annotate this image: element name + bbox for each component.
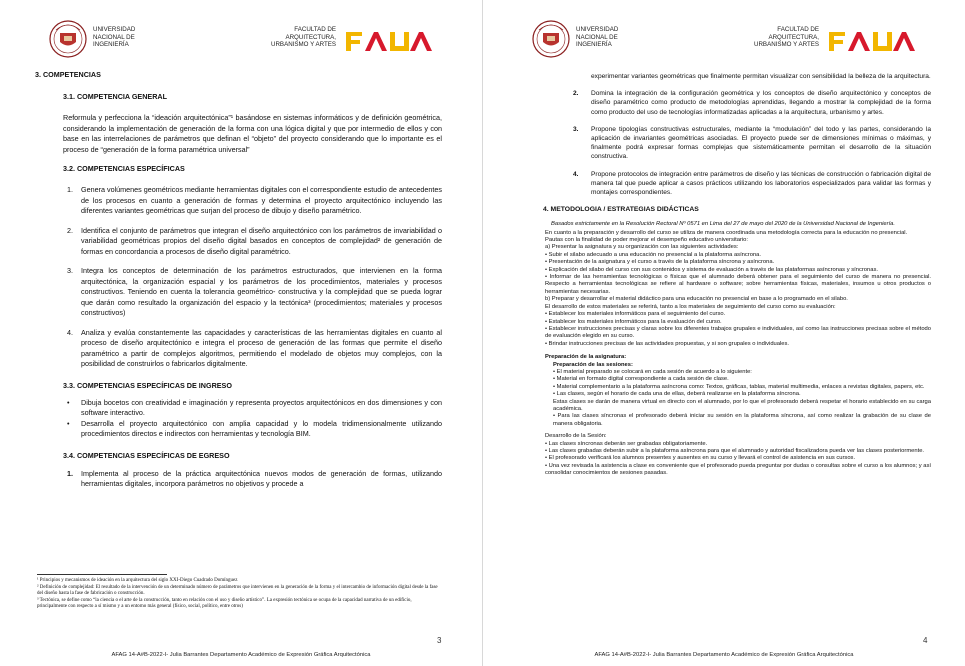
section-4-title: 4. METODOLOGIA / ESTRATEGIAS DIDÁCTICAS [543,206,699,214]
text-line: • Material complementario a la plataforma asíncrona como: Textos, gráficas, tablas, material multimedia, enlaces a revistas digitales, papers, etc. [553,383,925,390]
list-item: • Dibuja bocetos con creatividad e imaginación y representa proyectos arquitectónicos en dos dimensiones y con software interactivo. [67,397,442,417]
text-line: • Las clases síncronas deberán ser grabadas obligatoriamente. [545,440,708,447]
text-line: El desarrollo de estos materiales se referirá, tanto a los materiales de seguimiento del curso como su evaluación: [545,303,836,310]
university-name: UNIVERSIDAD NACIONAL DE INGENIERÍA [576,26,619,49]
university-seal-icon [48,18,88,62]
list-item: 2. Identifica el conjunto de parámetros que integran el diseño arquitectónico con los parámetros de invariabilidad o variabilidad geométricas propios del diseño digital basados en conceptos de complejidad² de generación de formas en concordancia a procesos de diseño digital paramétrico. [67,225,442,256]
section-3-3-title: 3.3. COMPETENCIAS ESPECÍFICAS DE INGRESO [63,380,232,390]
list-item: 3. Integra los conceptos de determinación de los parámetros estructurados, que intervienen en la forma arquitectónica, la organización espacial y los parámetros de los procedimientos, materiales y procesos constructivos. Teniendo en cuenta la tolerancia geométrico- constructiva y la complejidad que se pueda lograr que darán como resultado la organización del espacio y la tectónica³ (procedimientos; materiales y procesos constructivos) [67,266,442,317]
list-item: 2. Domina la integración de la configuración geométrica y los conceptos de diseño arquitectónico y conceptos de diseño paramétrico como producto de metodologías aprendidas, llegando a mostrar la complejidad de la forma como producto del uso de tecnologías informatizadas aplicadas a la arquitectura, urbanismo y artes. [573,90,931,116]
page-header [483,18,965,63]
text-line: • Establecer los materiales informáticos para la evaluación del curso. [545,318,722,325]
text-line: En cuanto a la preparación y desarrollo del curso se utiliza de manera coordinada una metodología correcta para la educación no presencial. [545,229,908,236]
footnotes [37,574,442,611]
section-3-2-title: 3.2. COMPETENCIAS ESPECÍFICAS [63,164,185,173]
text-line: b) Preparar y desarrollar el material didáctico para una educación no presencial en base a lo programado en el silabo. [545,296,848,303]
preparation-lines [553,369,931,428]
university-name: UNIVERSIDAD NACIONAL DE INGENIERÍA [93,26,136,49]
faua-logo-icon [344,30,432,52]
list-item: 3. Propone tipologías constructivas estructurales, mediante la “modulación” del todo y las partes, considerando la aplicación de invariantes geométricas asociadas. El proyecto puede ser de dimensiones mínimas o máximas, y finalmente podrá expresar formas complejas que sistemáticamente permitan el desarrollo de la situación constructiva. [573,125,931,161]
university-seal-icon [531,18,571,62]
footnote: ³ Tectónica, se define como “la ciencia o el arte de la construcción, tanto en relación con el uso y diseño artístico”. La expresión tectónica se ocupa de la capacidad narrativa de un edificio, principalmente con respecto a sí mismo y a un entorno más general (físico, social, político, entre otros) [37,597,412,610]
page-4-content [545,72,931,478]
session-title: Desarrollo de la Sesión: [545,433,607,440]
methodology-lines [545,230,931,349]
list-item: 4. Analiza y evalúa constantemente las capacidades y características de las herramientas digitales en cuanto al proceso de diseño arquitectónico e integra el proceso de generación de las formas que permite el diseño paramétrico a partir de complejos algoritmos, permitiendo el modelado de objetos muy complejos, con la posibilidad de construirlos o fabricarlos digitalmente. [67,327,442,368]
section-3-1-title: 3.1. COMPETENCIA GENERAL [63,92,167,101]
text-line: • Material en formato digital correspondiente a cada sesión de clase. [553,376,729,383]
text-line: • Para las clases síncronas el profesorado deberá iniciar su sesión en la plataforma síncrona, así como realizar la grabación de su clase de manera obligatoria. [553,413,931,427]
list-item: • Desarrolla el proyecto arquitectónico con amplia capacidad y lo modela tridimensionalmente utilizando procedimientos directos e indirectos con herramientas y tecnología BIM. [67,418,442,438]
list-item: 4. Propone protocolos de integración entre parámetros de diseño y las técnicas de construcción o fabricación digital de manera tal que puede aplicar a casos prácticos utilizando los laboratorios especializados para validar las formas y montajes correspondientes. [573,170,931,197]
specific-competencies-list [67,185,442,370]
faculty-name: FACULTAD DE ARQUITECTURA, URBANISMO Y ARTES [754,26,819,49]
text-line: Pautas con la finalidad de poder mejorar el desempeño educativo universitario: [545,237,749,244]
footnote: ¹ Principios y mecanismos de ideación en la arquitectura del siglo XXI-Diego Cuadrado Domínguez [37,578,238,583]
text-line: • Establecer instrucciones precisas y claras sobre los diferentes trabajos grupales e individuales, así como las instrucciones precisas sobre el método de evaluación elegido en su curso. [545,325,931,340]
faua-logo-icon [827,30,915,52]
page-4 [483,0,965,666]
list-item: 1. Genera volúmenes geométricos mediante herramientas digitales con el correspondiente estudio de antecedentes de los procesos en cuanto a generación de formas y determina el proyecto arquitectónico incluyendo las diferentes variantes geométricas que surjan del proceso de dibujo y diseño paramétrico. [67,185,442,215]
preparation-subtitle: Preparación de las sesiones: [553,361,633,368]
text-line: • Informar de las herramientas tecnológicas o físicas que el alumnado deberá obtener para el seguimiento del curso de manera no presencial. Respecto a herramientas tecnológicas se refiere al hardware o software; sobre herramientas físicas, materiales, insumos u otros productos o herramientas necesarias. [545,274,931,295]
entry-competencies-list [67,398,442,440]
footnote-divider [37,574,167,575]
list-item: 1. Implementa al proceso de la práctica arquitectónica nuevos modos de generación de formas, utilizando herramientas digitales, incorpora parámetros no objetivos y procede a [67,468,442,488]
text-line: Estas clases se darán de manera virtual en directo con el alumnado, por lo que el profesorado deberá respetar el horario establecido en su carga académica. [553,398,931,412]
text-line: • Presentación de la asignatura y el curso a través de la plataforma síncrona y asíncrona. [545,259,775,266]
continued-text: experimentar variantes geométricas que finalmente permitan visualizar con sensibilidad la belleza de la arquitectura. [591,73,931,80]
page-header [0,18,482,63]
text-line: • Subir el silabo adecuado a una educación no presencial a la plataforma asíncrona. [545,251,762,258]
page-number: 3 [437,636,442,645]
text-line: • Las clases, según el horario de cada una de ellas, deberá realizarse en la plataforma síncrona. [553,391,801,398]
regulation-basis: Basados estrictamente en la Resolución Rectoral Nº 0571 en Lima del 27 de mayo del 2020 de la Universidad Nacional de Ingeniería. [551,221,896,228]
faculty-name: FACULTAD DE ARQUITECTURA, URBANISMO Y ARTES [271,26,336,49]
text-line: • El material preparado se colocará en cada sesión de acuerdo a lo siguiente: [553,368,752,375]
page-footer: AFAG 14-A#B-2022-I- Julia Barrantes Departamento Académico de Expresión Gráfica Arquitectónica [594,652,854,658]
page-3 [0,0,482,666]
text-line: • Las clases grabadas deberán subir a la plataforma asíncrona para que el alumnado y autoridad fiscalizadora pueda ver las clases posteriormente. [545,448,925,455]
page-number: 4 [923,636,928,645]
footnote: ² Definición de complejidad: El resultado de la intervención de un determinado número de parámetros que intervienen en la generación de la forma y el intercambio de información digital desde la fase del diseño hasta la fase de fabricación o construcción. [37,584,438,597]
text-line: • El profesorado verificará los alumnos presentes y ausentes en su curso y llevará el control de asistencia en sus cursos. [545,455,856,462]
session-lines [545,441,931,478]
preparation-title: Preparación de la asignatura: [545,354,627,361]
section-3-1-text: Reformula y perfecciona la “ideación arquitectónica”¹ basándose en sistemas informáticos y de definición geométrica, considerando la implementación de generación de la forma con una lógica digital y que por intermedio de ellos y con base en las interrelaciones de parámetros que definan el “objeto” del proyecto considerando que lo importante es el proceso de “generación de la forma paramétrica universal” [63,113,442,154]
page-3-content [37,70,442,490]
text-line: a) Presentar la asignatura y su organización con las siguientes actividades: [545,244,739,251]
section-3-title: 3. COMPETENCIAS [35,70,101,79]
text-line: • Establecer los materiales informáticos para el seguimiento del curso. [545,311,726,318]
exit-competencies-list [573,89,931,197]
section-3-4-title: 3.4. COMPETENCIAS ESPECÍFICAS DE EGRESO [63,450,230,460]
text-line: • Explicación del silabo del curso con sus contenidos y sistema de evaluación a través de las plataformas asíncronas y síncronas. [545,266,878,273]
text-line: • Brindar instrucciones precisas de las actividades propuestas, y si son grupales o individuales. [545,340,790,347]
text-line: • Una vez revisada la asistencia a clase es conveniente que el profesorado pueda preguntar por dudas o consultas sobre el curso a los alumnos; y así consolidar conocimientos de sesiones pasadas. [545,462,931,477]
page-footer: AFAG 14-A#B-2022-I- Julia Barrantes Departamento Académico de Expresión Gráfica Arquitectónica [111,652,371,658]
